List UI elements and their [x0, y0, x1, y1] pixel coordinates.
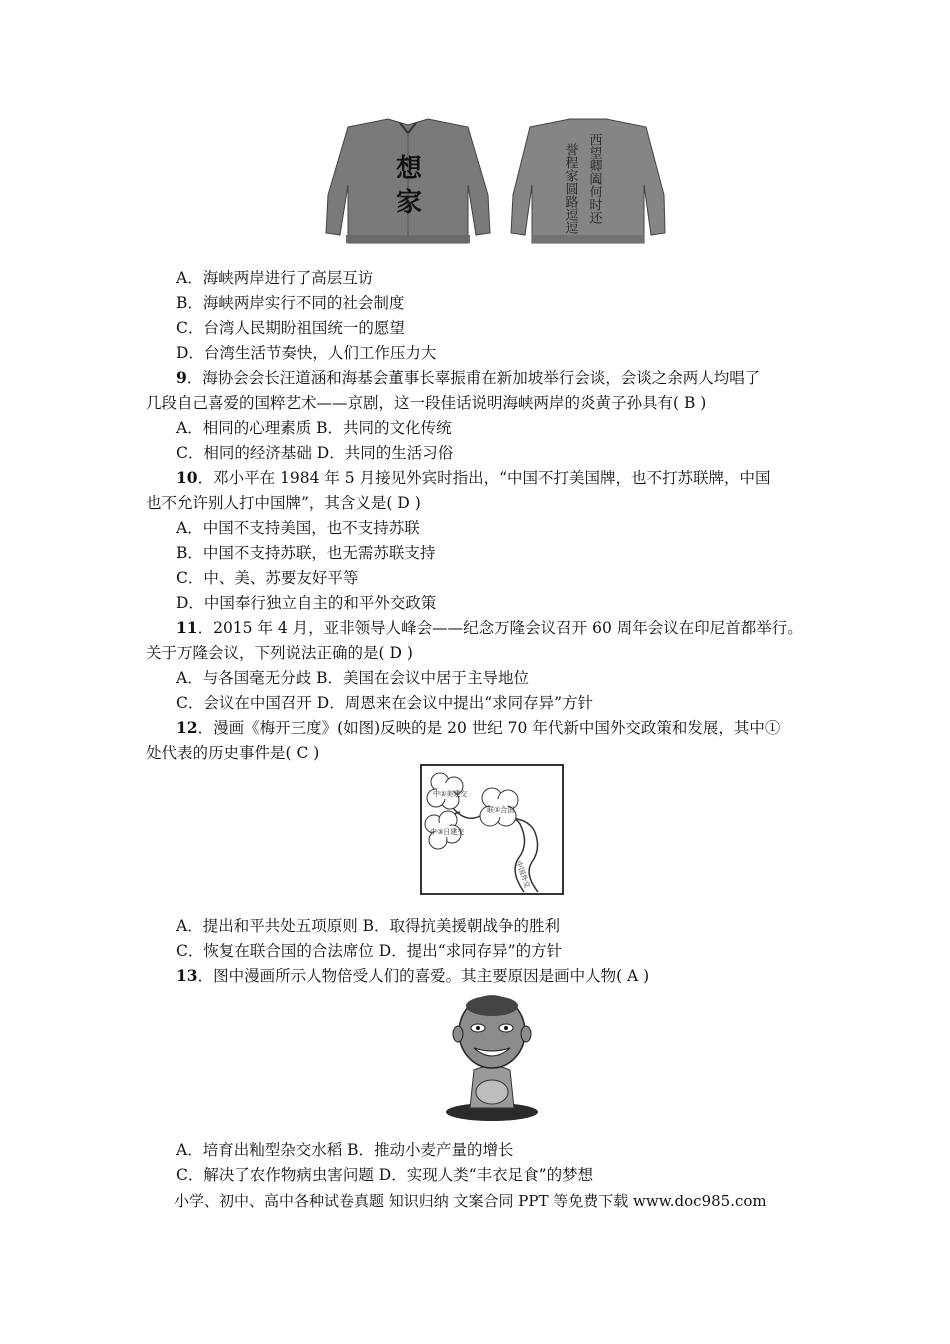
q10-stem-cont: 也不允许别人打中国牌”，其含义是( D )	[146, 494, 421, 512]
q11-stem: 11．2015 年 4 月，亚非领导人峰会——纪念万隆会议召开 60 周年会议在印尼首都举行。	[176, 618, 803, 637]
jacket-photo	[308, 115, 666, 248]
jacket-front-text: 想	[396, 154, 423, 184]
q8-option-b: B．海峡两岸实行不同的社会制度	[176, 294, 405, 312]
q11-number: 11	[176, 618, 198, 637]
q9-options-ab: A．相同的心理素质 B．共同的文化传统	[176, 419, 452, 437]
q12-number: 12	[176, 718, 198, 737]
flower-3-label: 中③日建交	[430, 828, 465, 836]
caricature-image	[444, 992, 540, 1122]
plum-cartoon	[420, 764, 564, 895]
q10-number: 10	[176, 468, 198, 487]
q8-option-a: A．海峡两岸进行了高层互访	[176, 269, 374, 287]
flower-2-label: 中②美建交	[433, 790, 468, 798]
svg-text:西望卿阖何时还: 西望卿阖何时还	[586, 133, 602, 224]
q10-stem: 10．邓小平在 1984 年 5 月接见外宾时指出，“中国不打美国牌，也不打苏联牌，中国	[176, 468, 771, 487]
q13-options-cd: C．解决了农作物病虫害问题 D．实现人类“丰衣足食”的梦想	[176, 1166, 594, 1184]
q10-option-b: B．中国不支持苏联，也无需苏联支持	[176, 544, 436, 562]
q13-options-ab: A．培育出籼型杂交水稻 B．推动小麦产量的增长	[176, 1141, 514, 1159]
q9-stem-cont: 几段自己喜爱的国粹艺术——京剧，这一段佳话说明海峡两岸的炎黄子孙具有( B )	[146, 394, 707, 412]
jacket-front	[326, 119, 490, 243]
q10-option-d: D．中国奉行独立自主的和平外交政策	[176, 594, 437, 612]
q13-stem: 13．图中漫画所示人物倍受人们的喜爱。其主要原因是画中人物( A )	[176, 966, 650, 985]
svg-text:家: 家	[396, 188, 423, 218]
q9-options-cd: C．相同的经济基础 D．共同的生活习俗	[176, 444, 454, 462]
q9-stem: 9．海协会会长汪道涵和海基会董事长辜振甫在新加坡举行会谈，会谈之余两人均唱了	[176, 368, 761, 387]
q11-stem-cont: 关于万隆会议，下列说法正确的是( D )	[146, 644, 413, 662]
q9-number: 9	[176, 368, 187, 387]
q12-stem-cont: 处代表的历史事件是( C )	[146, 744, 320, 762]
jacket-back	[511, 119, 665, 243]
q10-option-a: A．中国不支持美国，也不支持苏联	[176, 519, 420, 537]
flower-1-label: 联①合国	[487, 806, 515, 814]
q13-number: 13	[176, 966, 198, 985]
q12-options-cd: C．恢复在联合国的合法席位 D．提出“求同存异”的方针	[176, 942, 563, 960]
svg-text:誉程家圆路逗逗: 誉程家圆路逗逗	[562, 143, 578, 234]
branch-label: 中国外交	[514, 859, 532, 889]
q8-option-c: C．台湾人民期盼祖国统一的愿望	[176, 319, 405, 337]
q12-options-ab: A．提出和平共处五项原则 B．取得抗美援朝战争的胜利	[176, 917, 561, 935]
q11-options-cd: C．会议在中国召开 D．周恩来在会议中提出“求同存异”方针	[176, 694, 594, 712]
q12-stem: 12．漫画《梅开三度》(如图)反映的是 20 世纪 70 年代新中国外交政策和发展，其中①	[176, 718, 781, 737]
page-footer: 小学、初中、高中各种试卷真题 知识归纳 文案合同 PPT 等免费下载 www.doc985.com	[174, 1192, 767, 1210]
q10-option-c: C．中、美、苏要友好平等	[176, 569, 359, 587]
q11-options-ab: A．与各国毫无分歧 B．美国在会议中居于主导地位	[176, 669, 530, 687]
q8-option-d: D．台湾生活节奏快，人们工作压力大	[176, 344, 437, 362]
